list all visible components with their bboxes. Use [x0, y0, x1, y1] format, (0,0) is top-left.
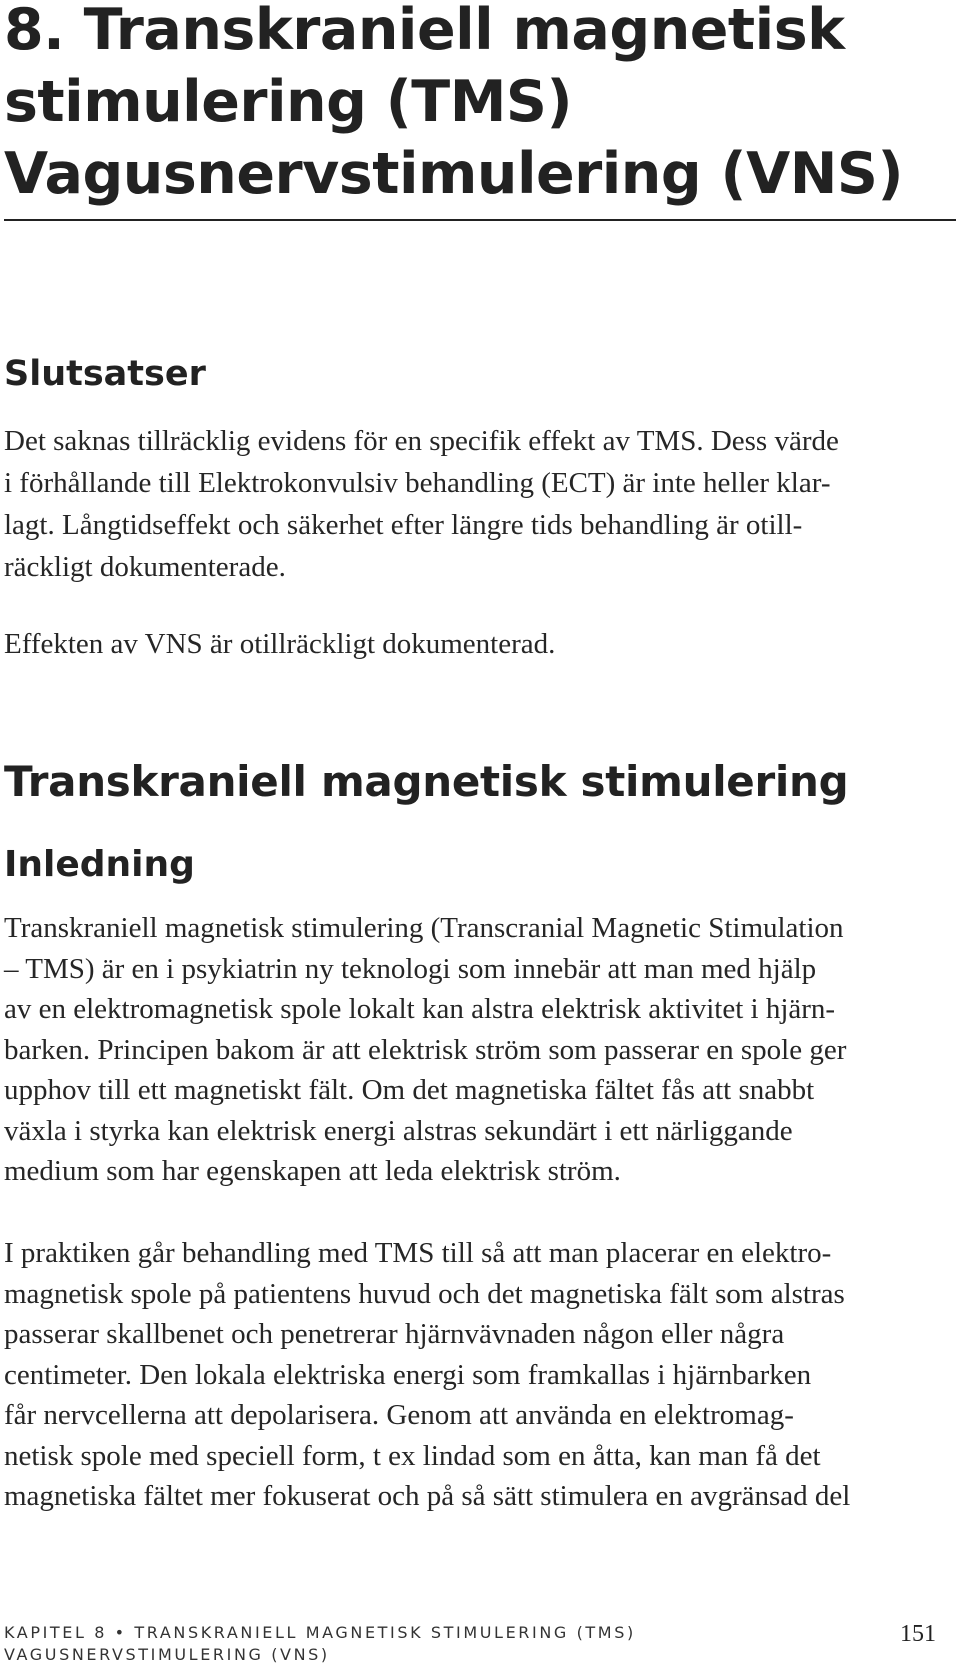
- text-line: lagt. Långtidseffekt och säkerhet efter längre tids behandling är otill-: [4, 509, 803, 541]
- conclusions-heading: Slutsatser: [4, 354, 206, 394]
- text-line: Effekten av VNS är otillräckligt dokumenterad.: [4, 628, 556, 660]
- practice-paragraph: [4, 1233, 956, 1517]
- introduction-subheading: Inledning: [4, 844, 195, 885]
- text-line: Transkraniell magnetisk stimulering (Transcranial Magnetic Stimulation: [4, 912, 844, 944]
- text-line: magnetisk spole på patientens huvud och det magnetiska fält som alstras: [4, 1277, 845, 1310]
- chapter-title: [4, 0, 952, 210]
- text-line: netisk spole med speciell form, t ex lindad som en åtta, kan man få det: [4, 1439, 821, 1472]
- running-footer-line: VAGUSNERVSTIMULERING (VNS): [4, 1645, 330, 1664]
- text-line: får nervcellerna att depolarisera. Genom att använda en elektromag-: [4, 1399, 794, 1431]
- introduction-paragraph: [4, 908, 956, 1192]
- tms-section-heading: Transkraniell magnetisk stimulering: [4, 757, 849, 806]
- text-line: upphov till ett magnetiskt fält. Om det magnetiska fältet fås att snabbt: [4, 1074, 815, 1106]
- text-line: i förhållande till Elektrokonvulsiv behandling (ECT) är inte heller klar-: [4, 467, 831, 499]
- text-line: magnetiska fältet mer fokuserat och på så sätt stimulera en avgränsad del: [4, 1480, 851, 1512]
- running-footer: [4, 1622, 636, 1666]
- vns-conclusion-paragraph: [4, 623, 956, 665]
- text-line: passerar skallbenet och penetrerar hjärnvävnaden någon eller några: [4, 1318, 785, 1350]
- text-line: växla i styrka kan elektrisk energi alstras sekundärt i ett närliggande: [4, 1114, 793, 1147]
- text-line: Det saknas tillräcklig evidens för en specifik effekt av TMS. Dess värde: [4, 425, 839, 457]
- text-line: av en elektromagnetisk spole lokalt kan alstra elektrisk aktivitet i hjärn-: [4, 993, 836, 1025]
- running-footer-line: KAPITEL 8 • TRANSKRANIELL MAGNETISK STIMULERING (TMS): [4, 1623, 636, 1642]
- text-line: medium som har egenskapen att leda elektrisk ström.: [4, 1155, 621, 1187]
- page-number: 151: [900, 1621, 936, 1647]
- conclusions-paragraph: [4, 420, 956, 588]
- title-divider: [4, 219, 956, 221]
- chapter-title-line: Vagusnervstimulering (VNS): [4, 141, 903, 207]
- text-line: I praktiken går behandling med TMS till så att man placerar en elektro-: [4, 1237, 832, 1269]
- text-line: barken. Principen bakom är att elektrisk ström som passerar en spole ger: [4, 1033, 847, 1066]
- document-page: [4, 0, 952, 1678]
- chapter-title-line: stimulering (TMS): [4, 69, 573, 135]
- text-line: räckligt dokumenterade.: [4, 551, 286, 583]
- text-line: centimeter. Den lokala elektriska energi som framkallas i hjärnbarken: [4, 1358, 812, 1391]
- chapter-title-line: 8. Transkraniell magnetisk: [4, 0, 845, 63]
- text-line: – TMS) är en i psykiatrin ny teknologi som innebär att man med hjälp: [4, 952, 817, 985]
